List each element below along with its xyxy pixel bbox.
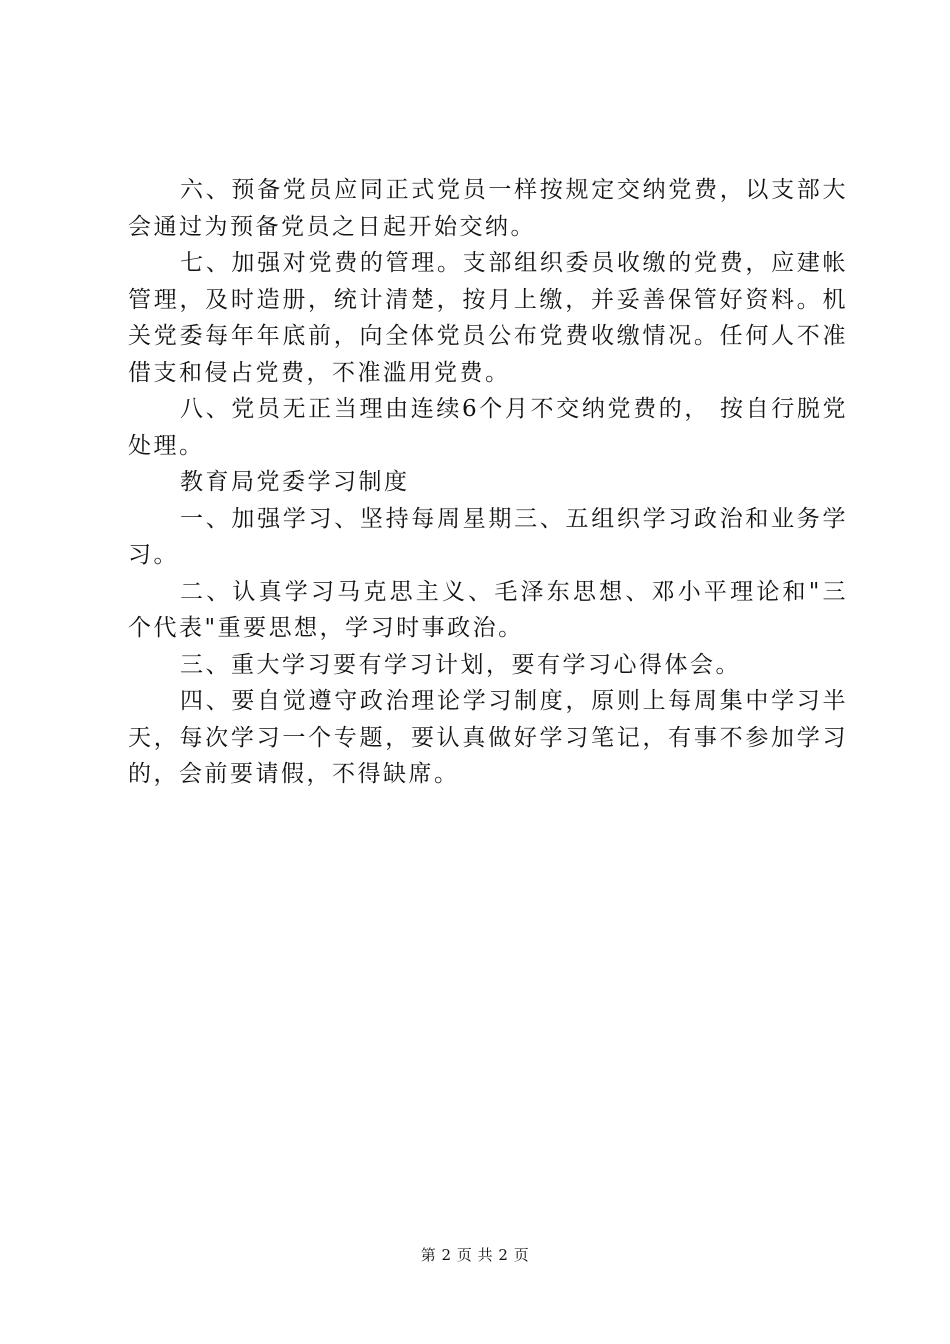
document-body <box>128 172 848 793</box>
paragraph-study-rule-1: 一、加强学习、坚持每周星期三、五组织学习政治和业务学习。 <box>128 505 848 568</box>
paragraph-party-fee-probationary: 六、预备党员应同正式党员一样按规定交纳党费，以支部大会通过为预备党员之日起开始交纳。 <box>128 177 848 240</box>
paragraph-study-rule-3: 三、重大学习要有学习计划，要有学习心得体会。 <box>180 651 741 678</box>
section-heading-study-system: 教育局党委学习制度 <box>180 469 410 495</box>
page-footer: 第 2 页 共 2 页 <box>420 1246 530 1264</box>
paragraph-study-rule-2: 二、认真学习马克思主义、毛泽东思想、邓小平理论和"三个代表"重要思想，学习时事政治。 <box>128 578 848 641</box>
paragraph-party-fee-management: 七、加强对党费的管理。支部组织委员收缴的党费，应建帐管理，及时造册，统计清楚，按月上缴，并妥善保管好资料。机关党委每年年底前，向全体党员公布党费收缴情况。任何人不准借支和侵占党费，不准滥用党费。 <box>128 250 848 386</box>
paragraph-party-fee-default: 八、党员无正当理由连续6个月不交纳党费的， 按自行脱党处理。 <box>128 396 848 459</box>
paragraph-study-rule-4: 四、要自觉遵守政治理论学习制度，原则上每周集中学习半天，每次学习一个专题，要认真做好学习笔记，有事不参加学习的，会前要请假，不得缺席。 <box>128 688 848 787</box>
